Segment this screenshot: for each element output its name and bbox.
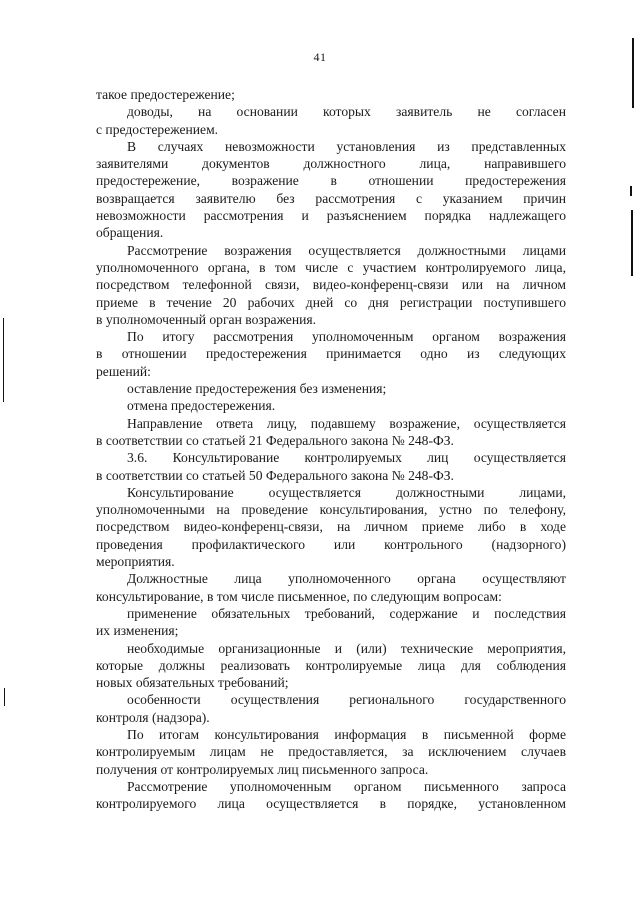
text-line: возвращается заявителю без рассмотрения с указанием причин [96, 190, 566, 206]
text-line: обращения. [96, 225, 164, 241]
text-line: предостережение, возражение в отношении предостережения [96, 173, 566, 189]
text-line: такое предостережение; [96, 87, 235, 102]
scan-edge-mark [632, 38, 634, 108]
text-line: в уполномоченный орган возражения. [96, 311, 317, 327]
text-line: решений: [96, 363, 151, 379]
text-line: Направление ответа лицу, подавшему возражение, осуществляется [127, 415, 566, 431]
scan-edge-mark [3, 318, 4, 402]
text-line: отмена предостережения. [127, 398, 276, 414]
text-line: в соответствии со статьей 50 Федерального закона № 248-ФЗ. [96, 467, 454, 483]
text-line: применение обязательных требований, содержание и последствия [127, 605, 566, 621]
text-line: заявителями документов должностного лица, направившего [96, 156, 566, 172]
text-line: консультирование, в том числе письменное, по следующим вопросам: [96, 588, 502, 604]
text-line: в соответствии со статьей 21 Федерального закона № 248-ФЗ. [96, 432, 454, 448]
text-line: посредством телефонной связи, видео-конференц-связи или на личном [96, 277, 566, 293]
text-line: новых обязательных требований; [96, 675, 289, 691]
text-line: контролируемым лицам не предоставляется, за исключением случаев [96, 744, 566, 760]
text-line: доводы, на основании которых заявитель не согласен [127, 104, 566, 120]
page-number: 41 [313, 50, 327, 64]
text-line: уполномоченного органа, в том числе с участием контролируемого лица, [96, 259, 566, 275]
document-body [96, 86, 566, 812]
text-line: оставление предостережения без изменения; [127, 381, 387, 397]
text-line: контроля (надзора). [96, 709, 210, 725]
text-line: проведения профилактического или контрольного (надзорного) [96, 536, 566, 552]
text-line: которые должны реализовать контролируемые лица для соблюдения [96, 657, 566, 673]
text-line: Консультирование осуществляется должностными лицами, [127, 484, 566, 500]
text-line: уполномоченными на проведение консультирования, устно по телефону, [96, 502, 566, 518]
scan-edge-mark [4, 688, 5, 706]
text-line: По итогам консультирования информация в письменной форме [127, 726, 566, 742]
text-line: их изменения; [96, 623, 179, 639]
scan-edge-mark [631, 210, 633, 276]
text-line: контролируемого лица осуществляется в порядке, установленном [96, 796, 566, 812]
text-line: В случаях невозможности установления из представленных [127, 138, 566, 154]
text-line: Рассмотрение уполномоченным органом письменного запроса [127, 778, 566, 794]
scan-edge-mark [630, 186, 632, 196]
text-line: посредством видео-конференц-связи, на личном приеме либо в ходе [96, 519, 566, 535]
text-line: особенности осуществления регионального государственного [127, 692, 566, 708]
text-line: По итогу рассмотрения уполномоченным органом возражения [127, 329, 566, 345]
text-line: Должностные лица уполномоченного органа осуществляют [127, 571, 566, 587]
text-line: получения от контролируемых лиц письменного запроса. [96, 761, 429, 777]
text-line: Рассмотрение возражения осуществляется должностными лицами [127, 242, 566, 258]
text-line: необходимые организационные и (или) технические мероприятия, [127, 640, 566, 656]
text-line: невозможности рассмотрения и разъяснением порядка надлежащего [96, 208, 566, 224]
text-line: мероприятия. [96, 554, 175, 570]
text-line: с предостережением. [96, 121, 219, 137]
text-line: 3.6. Консультирование контролируемых лиц осуществляется [127, 450, 566, 466]
text-line: приеме в течение 20 рабочих дней со дня регистрации поступившего [96, 294, 566, 310]
text-line: в отношении предостережения принимается одно из следующих [96, 346, 566, 362]
